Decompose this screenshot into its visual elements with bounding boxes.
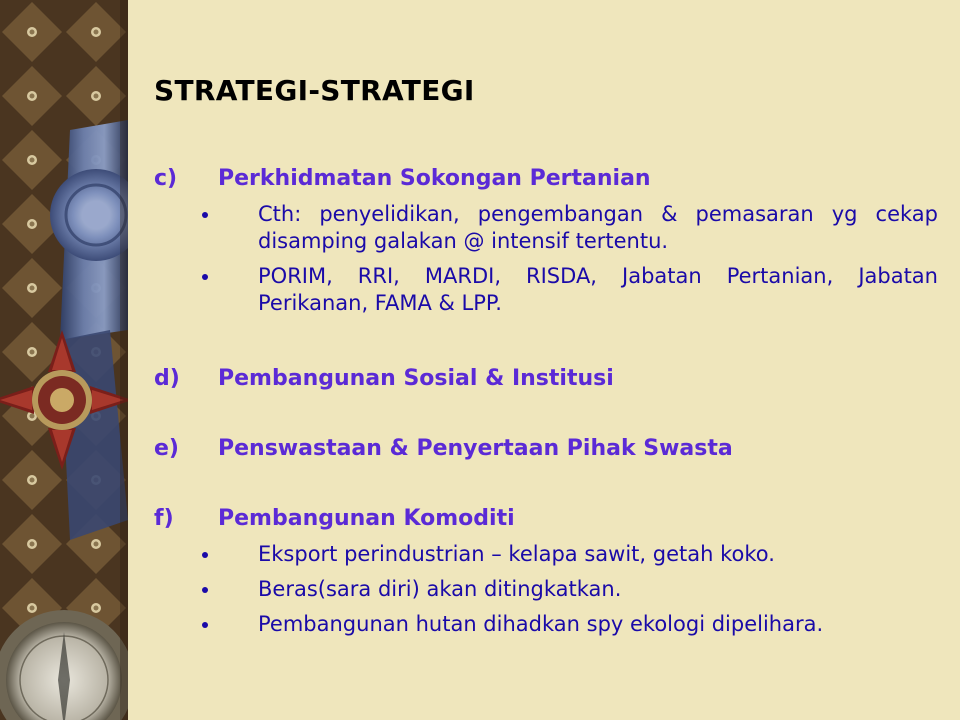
section-f — [154, 505, 938, 646]
section-heading-text: Pembangunan Sosial & Institusi — [218, 366, 614, 391]
section-letter: e) — [154, 436, 179, 461]
section-letter: c) — [154, 166, 178, 191]
section-c — [154, 165, 938, 325]
bullet-text: Eksport perindustrian – kelapa sawit, getah koko. — [258, 542, 775, 566]
bullet-list — [154, 201, 938, 317]
section-d — [154, 365, 938, 393]
bullet-item — [154, 263, 938, 317]
section-letter: d) — [154, 366, 180, 391]
bullet-text: PORIM, RRI, MARDI, RISDA, Jabatan Pertanian, Jabatan Perikanan, FAMA & LPP. — [258, 264, 938, 315]
bullet-item — [154, 576, 938, 603]
section-e — [154, 435, 938, 463]
bullet-icon — [202, 541, 210, 568]
section-heading-text: Penswastaan & Penyertaan Pihak Swasta — [218, 436, 733, 461]
section-heading — [154, 165, 938, 193]
section-heading — [154, 435, 938, 463]
section-heading — [154, 365, 938, 393]
decorative-photo-strip — [0, 0, 128, 720]
section-letter: f) — [154, 506, 174, 531]
slide-title: STRATEGI-STRATEGI — [154, 74, 475, 107]
bullet-icon — [202, 611, 210, 638]
section-heading-text: Pembangunan Komoditi — [218, 506, 515, 531]
bullet-icon — [202, 576, 210, 603]
medal-compass-illustration — [0, 0, 128, 720]
bullet-item — [154, 201, 938, 255]
bullet-item — [154, 611, 938, 638]
bullet-icon — [202, 263, 210, 317]
section-heading-text: Perkhidmatan Sokongan Pertanian — [218, 166, 651, 191]
bullet-list — [154, 541, 938, 638]
section-heading — [154, 505, 938, 533]
bullet-text: Cth: penyelidikan, pengembangan & pemasaran yg cekap disamping galakan @ intensif tertentu. — [258, 202, 938, 253]
bullet-item — [154, 541, 938, 568]
bullet-text: Pembangunan hutan dihadkan spy ekologi dipelihara. — [258, 612, 824, 636]
bullet-icon — [202, 201, 210, 255]
bullet-text: Beras(sara diri) akan ditingkatkan. — [258, 577, 622, 601]
slide-content — [128, 0, 960, 720]
